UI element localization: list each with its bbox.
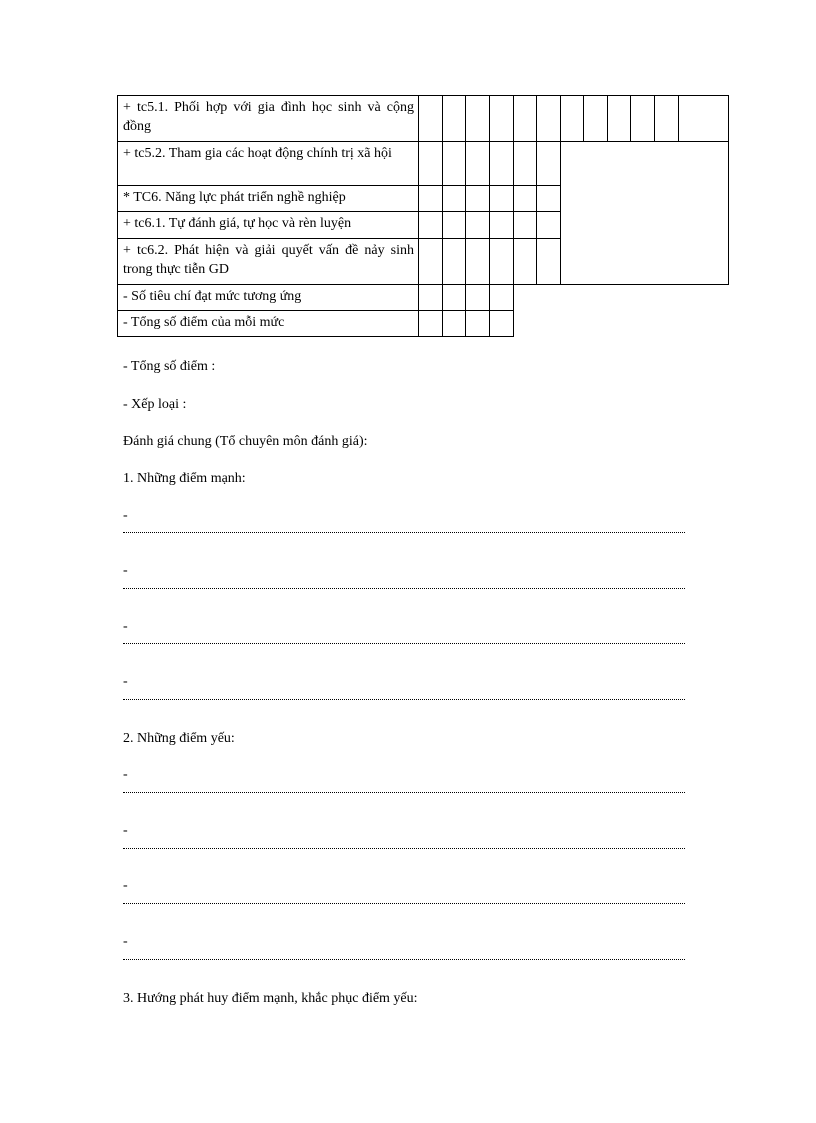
score-cell[interactable] [631, 96, 655, 142]
score-cell[interactable] [514, 96, 537, 142]
score-cell[interactable] [419, 212, 443, 239]
score-cell[interactable] [490, 142, 514, 186]
score-cell[interactable] [443, 96, 466, 142]
weakness-item-dash: - [123, 878, 128, 893]
score-cell[interactable] [419, 239, 443, 285]
score-cell[interactable] [490, 285, 514, 311]
score-cell[interactable] [490, 311, 514, 337]
score-cell[interactable] [490, 239, 514, 285]
score-cell[interactable] [443, 212, 466, 239]
overall-assessment-label: Đánh giá chung (Tổ chuyên môn đánh giá): [123, 434, 368, 449]
weakness-answer-line[interactable] [123, 792, 685, 793]
score-cell[interactable] [443, 239, 466, 285]
score-cell[interactable] [466, 142, 490, 186]
score-cell[interactable] [490, 186, 514, 212]
score-cell[interactable] [466, 212, 490, 239]
score-cell[interactable] [537, 212, 561, 239]
strength-answer-line[interactable] [123, 643, 685, 644]
score-cell[interactable] [419, 186, 443, 212]
criterion-label: + tc6.1. Tự đánh giá, tự học và rèn luyện [118, 212, 419, 239]
score-cell[interactable] [537, 96, 561, 142]
score-cell[interactable] [514, 142, 537, 186]
improvement-direction-heading: 3. Hướng phát huy điểm mạnh, khắc phục điểm yếu: [123, 991, 418, 1006]
weakness-answer-line[interactable] [123, 848, 685, 849]
score-cell[interactable] [419, 311, 443, 337]
strengths-heading: 1. Những điểm mạnh: [123, 471, 246, 486]
strength-item-dash: - [123, 674, 128, 689]
weakness-answer-line[interactable] [123, 903, 685, 904]
weakness-item-dash: - [123, 934, 128, 949]
table-row [118, 142, 729, 186]
criterion-label: - Tổng số điểm của mỗi mức [118, 311, 419, 337]
table-row [118, 285, 729, 311]
weakness-item-dash: - [123, 767, 128, 782]
score-cell[interactable] [608, 96, 631, 142]
score-cell[interactable] [419, 285, 443, 311]
score-cell[interactable] [419, 96, 443, 142]
score-cell[interactable] [443, 285, 466, 311]
score-cell[interactable] [514, 186, 537, 212]
weakness-answer-line[interactable] [123, 959, 685, 960]
score-cell[interactable] [466, 239, 490, 285]
score-cell[interactable] [655, 96, 679, 142]
score-cell[interactable] [679, 96, 729, 142]
blank-area [514, 311, 729, 337]
merged-cell [561, 142, 729, 285]
score-cell[interactable] [466, 311, 490, 337]
rank-label: - Xếp loại : [123, 397, 187, 412]
criterion-label: * TC6. Năng lực phát triển nghề nghiệp [118, 186, 419, 212]
score-cell[interactable] [514, 212, 537, 239]
score-cell[interactable] [537, 142, 561, 186]
score-cell[interactable] [466, 285, 490, 311]
score-cell[interactable] [443, 311, 466, 337]
weaknesses-heading: 2. Những điểm yếu: [123, 731, 235, 746]
criterion-label: + tc5.2. Tham gia các hoạt động chính trị xã hội [118, 142, 419, 186]
weakness-item-dash: - [123, 823, 128, 838]
strength-answer-line[interactable] [123, 532, 685, 533]
criteria-table [117, 95, 729, 337]
total-score-label: - Tổng số điểm : [123, 359, 216, 374]
strength-item-dash: - [123, 508, 128, 523]
criterion-label: - Số tiêu chí đạt mức tương ứng [118, 285, 419, 311]
score-cell[interactable] [466, 96, 490, 142]
strength-answer-line[interactable] [123, 588, 685, 589]
strength-answer-line[interactable] [123, 699, 685, 700]
table-row [118, 311, 729, 337]
strength-item-dash: - [123, 619, 128, 634]
score-cell[interactable] [466, 186, 490, 212]
score-cell[interactable] [514, 239, 537, 285]
criterion-label: + tc6.2. Phát hiện và giải quyết vấn đề nảy sinh trong thực tiễn GD [118, 239, 419, 285]
score-cell[interactable] [490, 96, 514, 142]
score-cell[interactable] [419, 142, 443, 186]
score-cell[interactable] [537, 239, 561, 285]
score-cell[interactable] [443, 142, 466, 186]
score-cell[interactable] [537, 186, 561, 212]
score-cell[interactable] [490, 212, 514, 239]
score-cell[interactable] [561, 96, 584, 142]
table-row [118, 96, 729, 142]
strength-item-dash: - [123, 563, 128, 578]
score-cell[interactable] [443, 186, 466, 212]
score-cell[interactable] [584, 96, 608, 142]
blank-area [514, 285, 729, 311]
criterion-label: + tc5.1. Phối hợp với gia đình học sinh và cộng đồng [118, 96, 419, 142]
